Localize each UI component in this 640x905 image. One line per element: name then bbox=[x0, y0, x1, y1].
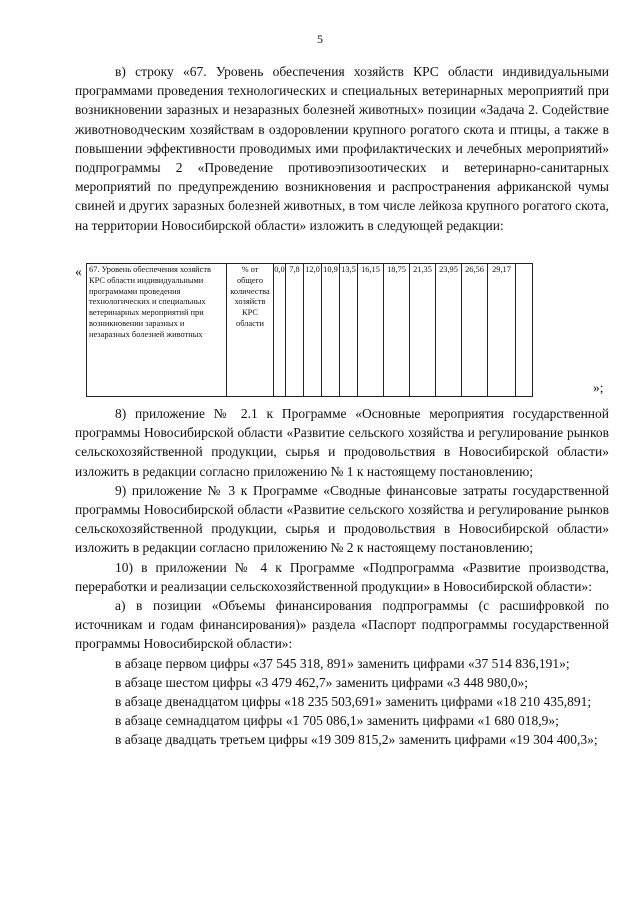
unit-cell: % от общего количества хозяйств КРС области bbox=[227, 264, 274, 397]
item-9: 9) приложение № 3 к Программе «Сводные финансовые затраты государственной программы Новосибирской области «Развитие сельского хозяйства и регулирование рынков сельскохозяйственной продукции, сырья и продовольствия в Новосибирской области» изложить в редакции согласно приложению № 2 к настоящему постановлению; bbox=[75, 482, 609, 556]
replace-line-4: в абзаце семнадцатом цифры «1 705 086,1» заменить цифрами «1 680 018,9»; bbox=[115, 713, 559, 729]
table-close-quote: »; bbox=[593, 380, 604, 395]
value-cell: 26,56 bbox=[462, 264, 488, 397]
value-cell: 7,8 bbox=[286, 264, 304, 397]
item-8: 8) приложение № 2.1 к Программе «Основные мероприятия государственной программы Новосибирской области «Развитие сельского хозяйства и регулирование рынков сельскохозяйственной продукции, сырья и продовольствия в Новосибирской области» изложить в редакции согласно приложению № 1 к настоящему постановлению; bbox=[75, 406, 609, 479]
value-cell: 0,0 bbox=[274, 264, 286, 397]
indicator-name-cell: 67. Уровень обеспечения хозяйств КРС области индивидуальными программами проведения технологических и специальных ветеринарных мероприятий при возникновении заразных и незаразных болезней животных bbox=[87, 264, 227, 397]
value-cell: 29,17 bbox=[488, 264, 516, 397]
replace-line-2: в абзаце шестом цифры «3 479 462,7» заменить цифрами «3 448 980,0»; bbox=[115, 674, 528, 690]
value-cell: 18,75 bbox=[384, 264, 410, 397]
value-cell: 23,95 bbox=[436, 264, 462, 397]
replace-line-5: в абзаце двадцать третьем цифры «19 309 815,2» заменить цифрами «19 304 400,3»; bbox=[115, 732, 598, 748]
table-open-quote: « bbox=[75, 264, 82, 279]
value-cell: 13,5 bbox=[340, 264, 358, 397]
value-cell: 12,0 bbox=[304, 264, 322, 397]
paragraph-v: в) строку «67. Уровень обеспечения хозяйств КРС области индивидуальными программами проведения технологических и специальных ветеринарных мероприятий при возникновении заразных и незаразных болезней животных» позиции «Задача 2. Содействие животноводческим хозяйствам в оздоровлении крупного рогатого скота и птицы, а также в повышении эффективности проводимых ими профилактических и лечебных мероприятий» подпрограммы 2 «Проведение противоэпизоотических и ветеринарно-санитарных мероприятий по предупреждению возникновения и распространения африканской чумы свиней и других заразных болезней животных, в том числе лейкоза крупного рогатого скота, на территории Новосибирской области» изложить в следующей редакции: bbox=[75, 64, 609, 233]
table-row bbox=[87, 264, 533, 397]
replace-line-3: в абзаце двенадцатом цифры «18 235 503,691» заменить цифрами «18 210 435,891; bbox=[115, 694, 592, 710]
items-block bbox=[75, 404, 609, 750]
section-v bbox=[75, 62, 609, 235]
replace-line-1: в абзаце первом цифры «37 545 318, 891» заменить цифрами «37 514 836,191»; bbox=[115, 655, 570, 671]
indicator-table bbox=[86, 263, 533, 397]
value-cell bbox=[516, 264, 533, 397]
value-cell: 16,15 bbox=[358, 264, 384, 397]
value-cell: 10,9 bbox=[322, 264, 340, 397]
page-number: 5 bbox=[317, 32, 323, 46]
value-cell: 21,35 bbox=[410, 264, 436, 397]
sub-item-a: а) в позиции «Объемы финансирования подпрограммы (с расшифровкой по источникам и годам финансирования)» раздела «Паспорт подпрограммы государственной программы Новосибирской области»: bbox=[75, 598, 609, 652]
item-10: 10) в приложении № 4 к Программе «Подпрограмма «Развитие производства, переработки и реализации сельскохозяйственной продукции» в Новосибирской области»: bbox=[75, 559, 609, 594]
